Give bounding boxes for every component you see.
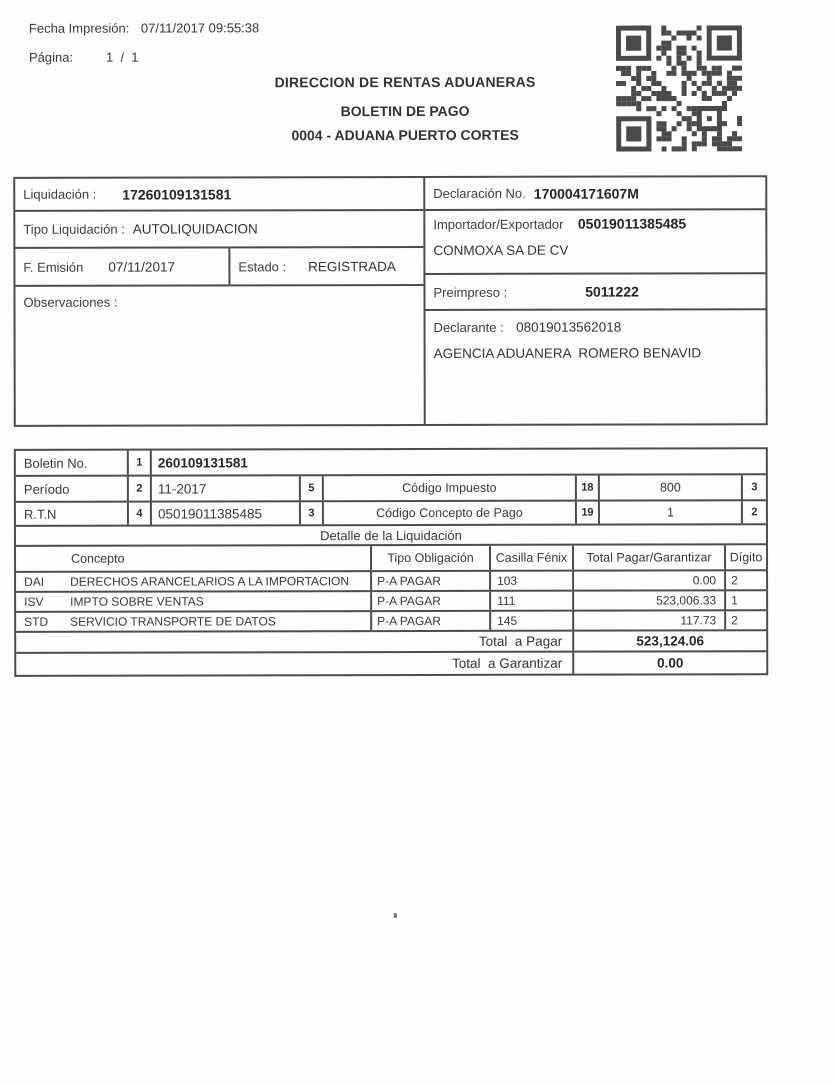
print-date-value: 07/11/2017 09:55:38 — [140, 20, 260, 36]
detail-header-row — [16, 545, 766, 573]
header-tipo-obligacion: Tipo Obligación — [370, 546, 489, 570]
field-number-box-18: 18 — [575, 476, 600, 500]
page-number-row — [29, 49, 259, 78]
page-number-label: Página: — [28, 49, 74, 65]
field-number-box-19: 19 — [575, 502, 600, 524]
boletin-detail-table — [14, 447, 768, 677]
rtn-value: 05019011385485 — [157, 505, 263, 522]
importador-id-value: 05019011385485 — [577, 215, 687, 232]
declarante-cell — [426, 310, 766, 424]
periodo-value: 11-2017 — [157, 480, 207, 497]
field-number-box-3b: 3 — [299, 502, 324, 524]
total-cell: 0.00 — [572, 571, 724, 589]
codigo-concepto-value: 1 — [666, 505, 674, 520]
concept-name: DERECHOS ARANCELARIOS A LA IMPORTACION — [70, 574, 350, 589]
org-name-title: DIRECCION DE RENTAS ADUANERAS — [274, 73, 536, 91]
preimpreso-row — [425, 274, 765, 311]
observaciones-label: Observaciones : — [23, 294, 118, 310]
detail-row-std — [16, 611, 766, 633]
casilla-cell: 111 — [489, 592, 572, 610]
importador-name: CONMOXA SA DE CV — [433, 242, 569, 258]
field-number-box-2: 2 — [127, 477, 152, 501]
tipo-obligacion-cell: P-A PAGAR — [370, 592, 489, 610]
rtn-label: R.T.N — [23, 506, 57, 522]
declaracion-label: Declaración No. — [433, 185, 526, 201]
concept-code: ISV — [24, 594, 44, 609]
qr-code — [616, 25, 742, 151]
header-concepto: Concepto — [71, 551, 125, 566]
detalle-title-row — [16, 525, 766, 547]
declarante-name: AGENCIA ADUANERA ROMERO BENAVID — [433, 345, 702, 361]
field-number-box-5: 5 — [299, 476, 324, 500]
concepto-cell — [16, 592, 370, 611]
declarante-line — [434, 318, 758, 337]
tipo-liquidacion-row — [15, 211, 423, 249]
observaciones-cell — [15, 286, 423, 425]
page-number-value: 1 / 1 — [105, 49, 139, 65]
codigo-impuesto-value: 800 — [659, 480, 681, 495]
header-casilla-fenix: Casilla Fénix — [489, 546, 572, 570]
document-title-block — [235, 74, 575, 144]
concepto-cell — [16, 612, 370, 631]
preimpreso-label: Preimpreso : — [433, 284, 508, 300]
digito-cell: 1 — [724, 591, 766, 609]
tipo-obligacion-cell: P-A PAGAR — [370, 572, 489, 590]
field-number-box-1: 1 — [127, 451, 152, 475]
declaracion-value: 170004171607M — [533, 185, 639, 202]
estado-cell — [230, 248, 423, 284]
preimpreso-value: 5011222 — [585, 283, 639, 300]
liquidacion-value: 17260109131581 — [122, 185, 232, 203]
digito-cell: 2 — [724, 611, 766, 629]
print-date-label: Fecha Impresión: — [28, 20, 130, 36]
total-garantizar-row — [16, 652, 766, 675]
field-number-box-2b: 2 — [741, 501, 766, 523]
declarante-id-value: 08019013562018 — [516, 319, 622, 335]
field-number-box-4: 4 — [127, 503, 152, 525]
declarante-label: Declarante : — [433, 319, 504, 335]
detalle-title: Detalle de la Liquidación — [320, 527, 462, 543]
liquidation-left-column — [15, 178, 426, 425]
boletin-label: Boletin No. — [23, 455, 88, 471]
customs-office-title: 0004 - ADUANA PUERTO CORTES — [291, 126, 519, 144]
tipo-liquidacion-value: AUTOLIQUIDACION — [132, 221, 258, 237]
fecha-emision-cell — [15, 248, 230, 284]
digito-cell: 2 — [724, 571, 766, 589]
total-pagar-value: 523,124.06 — [572, 631, 766, 650]
boletin-value: 260109131581 — [157, 454, 248, 471]
concepto-cell — [16, 572, 370, 591]
estado-label: Estado : — [238, 258, 287, 274]
print-date-row — [29, 20, 259, 49]
liquidacion-number-row — [15, 178, 423, 212]
liquidation-info-table — [13, 175, 768, 427]
periodo-label: Período — [23, 481, 70, 497]
concept-name: IMPTO SOBRE VENTAS — [70, 594, 204, 609]
bulletin-title: BOLETIN DE PAGO — [340, 102, 470, 120]
tipo-obligacion-cell: P-A PAGAR — [370, 612, 489, 630]
estado-value: REGISTRADA — [308, 258, 396, 274]
importador-cell — [425, 210, 765, 275]
importador-label: Importador/Exportador — [433, 216, 564, 232]
liquidacion-label: Liquidación : — [23, 186, 97, 202]
declaracion-row — [425, 177, 765, 211]
detail-row-dai — [16, 571, 766, 593]
periodo-row — [16, 475, 766, 503]
total-cell: 523,006.33 — [572, 591, 724, 609]
rtn-row — [16, 501, 766, 527]
header-digito: Dígito — [724, 545, 766, 569]
casilla-cell: 103 — [489, 572, 572, 590]
field-number-box-3a: 3 — [741, 475, 766, 499]
boletin-number-row — [16, 449, 766, 477]
concept-name: SERVICIO TRANSPORTE DE DATOS — [70, 614, 276, 629]
scan-artifact-dot — [394, 913, 397, 918]
fecha-emision-label: F. Emisión — [23, 259, 84, 275]
total-garantizar-value: 0.00 — [572, 652, 766, 673]
emision-estado-row — [15, 248, 423, 287]
tipo-liquidacion-label: Tipo Liquidación : — [23, 221, 125, 237]
total-pagar-row — [16, 631, 766, 654]
liquidation-right-column — [425, 177, 766, 424]
detail-row-isv — [16, 591, 766, 613]
casilla-cell: 145 — [489, 612, 572, 630]
importador-line — [433, 215, 757, 234]
concept-code: STD — [24, 614, 49, 629]
total-cell: 117.73 — [572, 611, 724, 629]
fecha-emision-value: 07/11/2017 — [108, 259, 175, 275]
total-pagar-label: Total a Pagar — [478, 633, 563, 649]
print-meta — [29, 20, 259, 78]
codigo-impuesto-label: Código Impuesto — [402, 480, 497, 496]
codigo-concepto-label: Código Concepto de Pago — [376, 505, 523, 521]
header-total-pagar-garantizar: Total Pagar/Garantizar — [572, 545, 724, 569]
total-garantizar-label: Total a Garantizar — [451, 655, 563, 671]
concept-code: DAI — [24, 574, 45, 589]
